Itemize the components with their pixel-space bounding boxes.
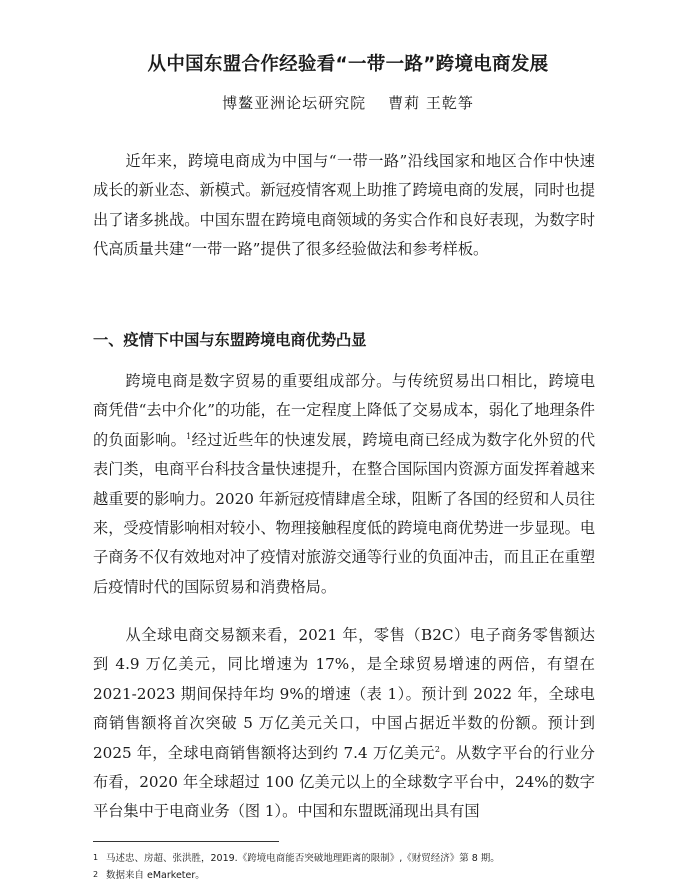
footnote bbox=[93, 867, 205, 881]
paragraph-text: 跨境电商是数字贸易的重要组成部分。与传统贸易出口相比，跨境电商凭借“去中介化”的功能，在一定程度上降低了交易成本，弱化了地理条件的负面影响。 bbox=[93, 372, 595, 449]
footnote bbox=[93, 850, 500, 864]
footnote-ref[interactable]: 1 bbox=[186, 431, 192, 441]
footnote-ref[interactable]: 2 bbox=[434, 744, 440, 754]
institute-name: 博鳌亚洲论坛研究院 bbox=[222, 94, 367, 112]
paragraph-text: 经过近些年的快速发展，跨境电商已经成为数字化外贸的代表门类，电商平台科技含量快速提升，在整合国际国内资源方面发挥着越来越重要的影响力。2020 年新冠疫情肆虐全球，阻断了各国的经贸和人员往来，受疫情影响相对较小、物理接触程度低的跨境电商优势进一步显现。电子商务不仅有效地对冲了疫情对旅游交通等行业的负面冲击，而且正在重塑后疫情时代的国际贸易和消费格局。 bbox=[93, 430, 596, 596]
footnote-divider bbox=[93, 841, 279, 842]
footnote-text: 数据来自 eMarketer。 bbox=[106, 870, 205, 881]
footnote-number: 2 bbox=[93, 870, 99, 879]
intro-text: 近年来，跨境电商成为中国与“一带一路”沿线国家和地区合作中快速成长的新业态、新模式。新冠疫情客观上助推了跨境电商的发展，同时也提出了诸多挑战。中国东盟在跨境电商领域的务实合作和良好表现，为数字时代高质量共建“一带一路”提供了很多经验做法和参考样板。 bbox=[93, 152, 595, 259]
paragraph-text: 从全球电商交易额来看，2021 年，零售（B2C）电子商务零售额达到 4.9 万亿美元，同比增速为 17%，是全球贸易增速的两倍，有望在 2021-2023 期间保持年均 9%的增速（表 1）。预计到 2022 年，全球电商销售额将首次突破 5 万亿美元关口，中国占据近半数的份额。预计到 2025 年，全球电商销售额将达到约 7.4 万亿美元 bbox=[93, 626, 595, 762]
document-title: 从中国东盟合作经验看“一带一路”跨境电商发展 bbox=[147, 54, 549, 75]
author-names: 曹莉 王乾筝 bbox=[388, 94, 474, 112]
body-paragraph-2 bbox=[93, 621, 595, 827]
section-heading: 一、疫情下中国与东盟跨境电商优势凸显 bbox=[93, 331, 367, 349]
body-paragraph-1 bbox=[93, 367, 595, 602]
paragraph-text: 。从数字平台的行业分布看，2020 年全球超过 100 亿美元以上的全球数字平台中，24%的数字平台集中于电商业务（图 1）。中国和东盟既涌现出具有国 bbox=[93, 743, 595, 821]
author-line bbox=[0, 92, 696, 113]
intro-paragraph bbox=[93, 147, 595, 265]
footnote-number: 1 bbox=[93, 853, 99, 862]
footnote-text: 马述忠、房超、张洪胜，2019.《跨境电商能否突破地理距离的限制》,《财贸经济》第 8 期。 bbox=[106, 853, 500, 864]
